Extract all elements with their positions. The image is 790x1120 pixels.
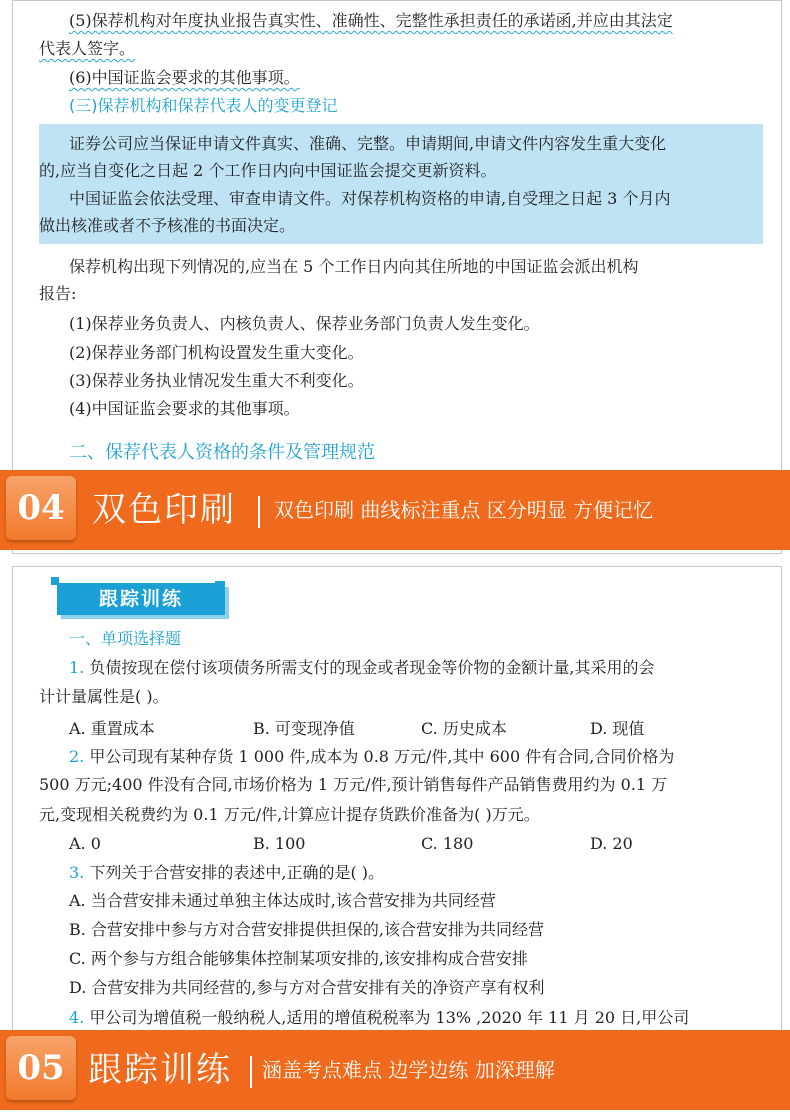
section-heading: 一、单项选择题 [69, 629, 182, 648]
banner-title: 双色印刷 [92, 490, 236, 530]
tracking-practice-tag [51, 577, 227, 613]
option: C. 两个参与方组合能够集体控制某项安排的,该安排构成合营安排 [69, 949, 528, 968]
option: D. 合营安排为共同经营的,参与方对合营安排有关的净资产享有权利 [69, 978, 545, 997]
option: C. 180 [421, 834, 474, 853]
question-1-line1 [69, 656, 759, 680]
question-text: 甲公司为增值税一般纳税人,适用的增值税税率为 13% ,2020 年 11 月 20 日,甲公司 [89, 1008, 690, 1027]
option: D. 20 [590, 834, 633, 853]
option: B. 100 [253, 834, 306, 853]
highlight-p1-line1: 证券公司应当保证申请文件真实、准确、完整。申请期间,申请文件内容发生重大变化 [69, 134, 667, 153]
option: C. 历史成本 [421, 719, 507, 738]
option: B. 合营安排中参与方对合营安排提供担保的,该合营安排为共同经营 [69, 920, 545, 939]
question-2-line2: 500 万元;400 件没有合同,市场价格为 1 万元/件,预计销售每件产品销售费用约为 0.1 万 [39, 775, 668, 794]
section3-heading: (三)保荐机构和保荐代表人的变更登记 [69, 96, 338, 115]
item5-line2: 代表人签字。 [39, 39, 136, 58]
banner-title: 跟踪训练 [88, 1050, 232, 1090]
feature-banner-04 [0, 470, 790, 550]
banner-divider [258, 496, 260, 528]
paragraph-3-line1: 保荐机构出现下列情况的,应当在 5 个工作日内向其住所地的中国证监会派出机构 [69, 257, 639, 276]
list-item: (2)保荐业务部门机构设置发生重大变化。 [69, 343, 364, 362]
highlight-p2-line2: 做出核准或者不予核准的书面决定。 [39, 216, 296, 235]
question-text: 负债按现在偿付该项债务所需支付的现金或者现金等价物的金额计量,其采用的会 [89, 658, 655, 677]
document-page-2 [12, 566, 782, 1108]
feature-banner-05 [0, 1030, 790, 1110]
question-text: 甲公司现有某种存货 1 000 件,成本为 0.8 万元/件,其中 600 件有合同,合同价格为 [89, 747, 675, 766]
banner-number-badge [6, 1036, 76, 1100]
banner-divider [250, 1056, 252, 1088]
question-number: 1. [69, 658, 85, 677]
banner-number: 05 [17, 1048, 65, 1088]
item5-line1: (5)保荐机构对年度执业报告真实性、准确性、完整性承担责任的承诺函,并应由其法定 [69, 11, 673, 30]
option: A. 0 [69, 834, 101, 853]
highlight-p1-line2: 的,应当自变化之日起 2 个工作日内向中国证监会提交更新资料。 [39, 161, 497, 180]
question-2-line3: 元,变现相关税费约为 0.1 万元/件,计算应计提存货跌价准备为( )万元。 [39, 805, 540, 824]
highlight-p2-line1: 中国证监会依法受理、审查申请文件。对保荐机构资格的申请,自受理之日起 3 个月内 [69, 189, 671, 208]
question-4-line1 [69, 1006, 759, 1030]
question-3-line1 [69, 861, 759, 885]
question-number: 3. [69, 863, 85, 882]
question-2-line1 [69, 745, 759, 769]
banner-number-badge [6, 476, 76, 540]
section2-heading: 二、保荐代表人资格的条件及管理规范 [69, 442, 375, 463]
question-text: 下列关于合营安排的表述中,正确的是( )。 [89, 863, 385, 882]
tag-label: 跟踪训练 [98, 588, 183, 610]
list-item: (4)中国证监会要求的其他事项。 [69, 399, 300, 418]
list-item: (3)保荐业务执业情况发生重大不利变化。 [69, 371, 364, 390]
question-number: 2. [69, 747, 85, 766]
option: B. 可变现净值 [253, 719, 355, 738]
banner-subtitle: 双色印刷 曲线标注重点 区分明显 方便记忆 [274, 498, 654, 522]
option: D. 现值 [590, 719, 645, 738]
question-number: 4. [69, 1008, 85, 1027]
list-item: (1)保荐业务负责人、内核负责人、保荐业务部门负责人发生变化。 [69, 314, 540, 333]
option: A. 重置成本 [69, 719, 155, 738]
banner-subtitle: 涵盖考点难点 边学边练 加深理解 [262, 1058, 555, 1082]
paragraph-3-line2: 报告: [39, 284, 77, 303]
option: A. 当合营安排未通过单独主体达成时,该合营安排为共同经营 [69, 891, 496, 910]
banner-number: 04 [17, 488, 65, 528]
item6: (6)中国证监会要求的其他事项。 [69, 68, 300, 87]
question-1-line2: 计计量属性是( )。 [39, 687, 169, 706]
